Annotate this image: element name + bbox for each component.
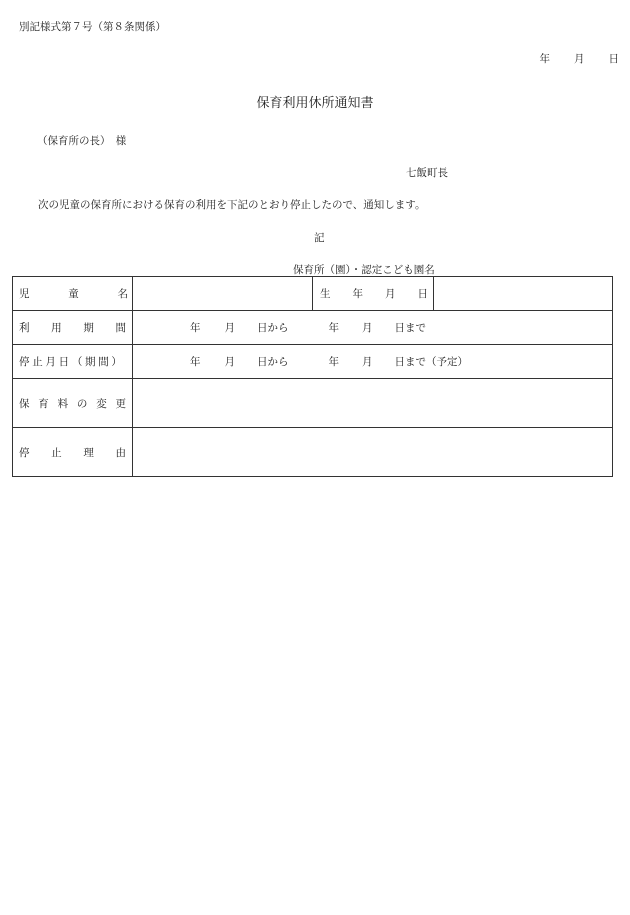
table-row-child	[13, 277, 613, 311]
period-year: 年	[190, 356, 201, 368]
form-number: 別記様式第７号（第８条関係）	[19, 21, 166, 33]
label-char: 育	[38, 397, 49, 410]
stop-reason-field[interactable]	[133, 428, 613, 477]
label-char: 期	[85, 356, 96, 368]
label-char: 月	[45, 356, 56, 368]
table-row-fee-change	[13, 379, 613, 428]
addressee: （保育所の長） 様	[37, 135, 127, 147]
label-char: 用	[51, 322, 62, 334]
period-tentative: （予定）	[426, 356, 468, 368]
period-month: 月	[224, 322, 235, 334]
period-to: 日まで	[394, 356, 426, 368]
stop-date-field[interactable]	[133, 345, 613, 379]
label-char: 月	[385, 288, 396, 300]
issue-date	[540, 51, 620, 66]
body-text: 次の児童の保育所における保育の利用を下記のとおり停止したので、通知します。	[38, 199, 426, 211]
label-char: 保	[19, 397, 30, 410]
label-char: 更	[115, 397, 126, 410]
facility-name-label: 保育所（園）・認定こども園名	[293, 264, 435, 276]
period-year: 年	[190, 322, 201, 334]
dob-field[interactable]	[434, 277, 613, 311]
label-char: 間	[98, 356, 109, 368]
date-day-label: 日	[608, 53, 619, 65]
label-char: 止	[32, 356, 43, 368]
period-from: 日から	[257, 356, 289, 368]
period-from: 日から	[257, 322, 289, 334]
date-month-label: 月	[574, 53, 585, 65]
issuer: 七飯町長	[406, 167, 448, 179]
label-char: 日	[417, 288, 428, 300]
stop-reason-label	[13, 428, 133, 477]
usage-period-label	[13, 311, 133, 345]
label-char: 児	[19, 288, 30, 300]
label-char: 日	[58, 356, 70, 368]
label-char: の	[76, 397, 88, 410]
table-row-stop-date	[13, 345, 613, 379]
period-month: 月	[362, 356, 373, 368]
period-to: 日まで	[394, 322, 426, 334]
detail-table	[12, 276, 613, 477]
ki-label: 記	[314, 232, 325, 244]
usage-period-field[interactable]	[133, 311, 613, 345]
table-row-stop-reason	[13, 428, 613, 477]
table-row-usage-period	[13, 311, 613, 345]
label-char: ）	[111, 356, 122, 368]
label-char: 利	[19, 322, 30, 334]
label-char: （	[71, 356, 83, 368]
child-name-field[interactable]	[133, 277, 313, 311]
label-char: 由	[115, 446, 126, 459]
child-name-label	[13, 277, 133, 311]
label-char: 変	[96, 397, 107, 410]
label-char: 理	[83, 446, 94, 459]
fee-change-label	[13, 379, 133, 428]
label-char: 料	[57, 397, 69, 410]
label-char: 停	[19, 446, 30, 459]
label-char: 間	[115, 322, 126, 334]
label-char: 名	[117, 288, 128, 300]
period-year: 年	[328, 356, 339, 368]
label-char: 年	[352, 288, 363, 300]
date-year-label: 年	[539, 53, 550, 65]
label-char: 止	[51, 446, 62, 459]
label-char: 期	[83, 322, 94, 334]
period-year: 年	[328, 322, 339, 334]
period-month: 月	[362, 322, 373, 334]
label-char: 童	[68, 288, 79, 300]
label-char: 停	[19, 356, 30, 368]
dob-label	[313, 277, 434, 311]
period-month: 月	[224, 356, 235, 368]
fee-change-field[interactable]	[133, 379, 613, 428]
label-char: 生	[320, 288, 331, 300]
document-title: 保育利用休所通知書	[256, 96, 374, 111]
stop-date-label	[13, 345, 133, 379]
